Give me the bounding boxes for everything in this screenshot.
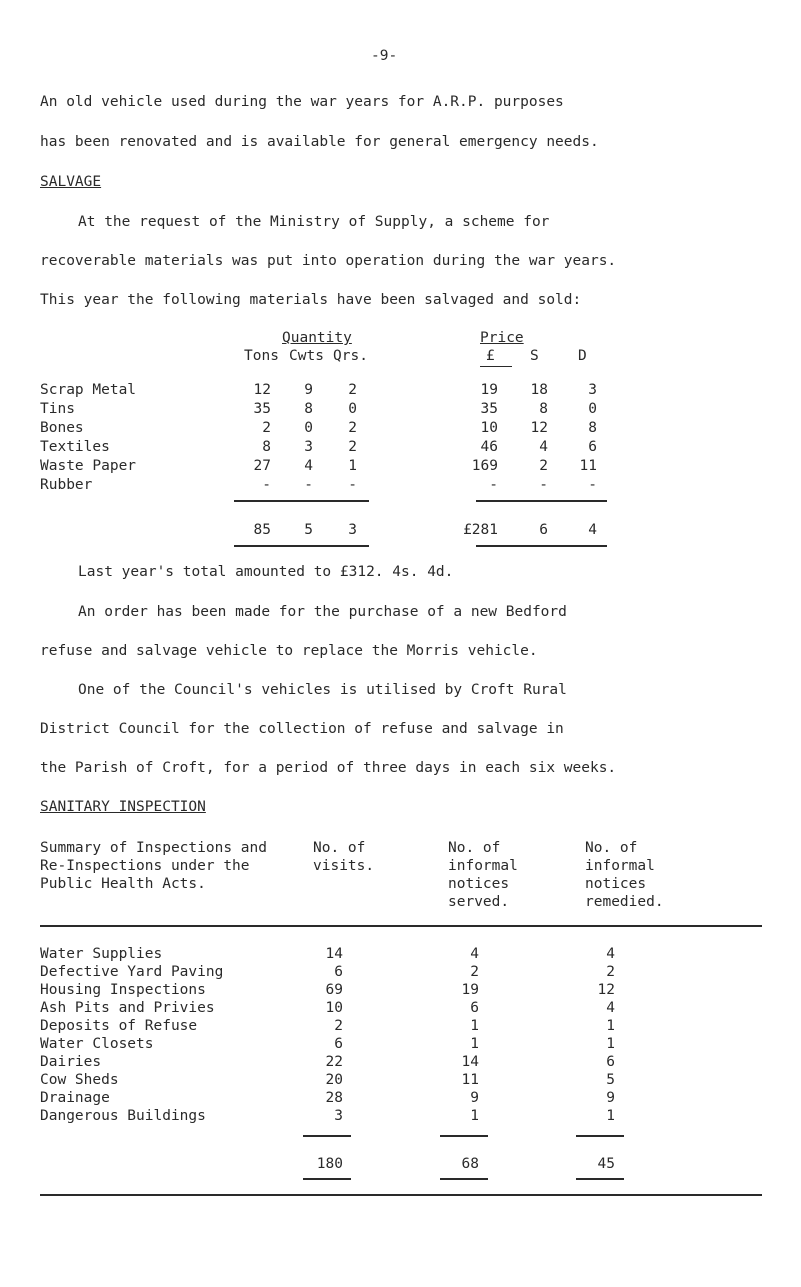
served-value: 4 [470,946,479,962]
total-pence: 4 [588,522,597,538]
total-qrs: 3 [348,522,357,538]
remedied-value: 4 [606,1000,615,1016]
total-shillings: 6 [539,522,548,538]
cwts-value: - [304,477,313,493]
item-label: Dairies [40,1054,102,1070]
served-total-rule-bottom [440,1178,488,1180]
pounds-value: - [489,477,498,493]
total-cwts: 5 [304,522,313,538]
total-tons: 85 [253,522,271,538]
remedied-total-rule-bottom [576,1178,624,1180]
order-line-4: District Council for the collection of refuse and salvage in [40,721,564,737]
unit-shillings: S [530,348,539,364]
remedied-header-1: No. of [585,840,638,856]
unit-cwts: Cwts [289,348,324,364]
summary-label-2: Re-Inspections under the [40,858,250,874]
qrs-value: 2 [348,420,357,436]
pence-value: 6 [588,439,597,455]
pence-value: - [588,477,597,493]
visits-value: 2 [334,1018,343,1034]
cwts-value: 4 [304,458,313,474]
pounds-value: 10 [480,420,498,436]
pence-value: 11 [579,458,597,474]
visits-value: 22 [325,1054,343,1070]
salvage-para-2: recoverable materials was put into operation during the war years. [40,253,617,269]
order-line-1: An order has been made for the purchase of a new Bedford [78,604,567,620]
served-value: 14 [461,1054,479,1070]
pounds-value: 46 [480,439,498,455]
item-label: Dangerous Buildings [40,1108,206,1124]
remedied-total-rule-top [576,1135,624,1137]
served-header-2: informal [448,858,518,874]
remedied-value: 1 [606,1018,615,1034]
item-label: Water Closets [40,1036,154,1052]
tons-value: 27 [253,458,271,474]
tons-value: 12 [253,382,271,398]
pounds-value: 35 [480,401,498,417]
total-visits: 180 [316,1156,343,1172]
tons-value: 2 [262,420,271,436]
visits-value: 28 [325,1090,343,1106]
served-value: 9 [470,1090,479,1106]
item-label: Water Supplies [40,946,163,962]
cwts-value: 3 [304,439,313,455]
intro-line-2: has been renovated and is available for general emergency needs. [40,134,599,150]
shillings-value: 2 [539,458,548,474]
total-served: 68 [461,1156,479,1172]
served-value: 2 [470,964,479,980]
remedied-value: 12 [597,982,615,998]
served-header-3: notices [448,876,510,892]
salvage-heading: SALVAGE [40,174,102,190]
visits-total-rule-top [303,1135,351,1137]
visits-value: 10 [325,1000,343,1016]
material-label: Textiles [40,439,110,455]
order-line-5: the Parish of Croft, for a period of three days in each six weeks. [40,760,617,776]
page-number: -9- [371,48,398,64]
tons-value: 8 [262,439,271,455]
served-value: 6 [470,1000,479,1016]
item-label: Defective Yard Paving [40,964,224,980]
served-value: 19 [461,982,479,998]
shillings-value: 12 [530,420,548,436]
shillings-value: 8 [539,401,548,417]
tons-value: 35 [253,401,271,417]
unit-pence: D [578,348,587,364]
remedied-value: 5 [606,1072,615,1088]
cwts-value: 0 [304,420,313,436]
summary-label-3: Public Health Acts. [40,876,206,892]
last-year-total: Last year's total amounted to £312. 4s. 4d. [78,564,454,580]
visits-value: 69 [325,982,343,998]
price-header: Price [480,330,524,346]
quantity-total-rule-bottom [234,545,369,547]
sanitary-bottom-rule [40,1194,762,1196]
price-total-rule-bottom [476,545,607,547]
served-value: 1 [470,1036,479,1052]
visits-total-rule-bottom [303,1178,351,1180]
remedied-value: 9 [606,1090,615,1106]
remedied-header-4: remedied. [585,894,664,910]
item-label: Deposits of Refuse [40,1018,198,1034]
cwts-value: 9 [304,382,313,398]
order-line-3: One of the Council's vehicles is utilised by Croft Rural [78,682,567,698]
pence-value: 8 [588,420,597,436]
visits-value: 14 [325,946,343,962]
pence-value: 3 [588,382,597,398]
remedied-value: 1 [606,1108,615,1124]
unit-tons: Tons [244,348,279,364]
visits-value: 6 [334,1036,343,1052]
summary-label-1: Summary of Inspections and [40,840,267,856]
salvage-para-3: This year the following materials have been salvaged and sold: [40,292,582,308]
visits-header-1: No. of [313,840,366,856]
qrs-value: 2 [348,382,357,398]
tons-value: - [262,477,271,493]
quantity-total-rule-top [234,500,369,502]
unit-pounds: £ [486,348,495,364]
item-label: Cow Sheds [40,1072,119,1088]
material-label: Rubber [40,477,93,493]
pounds-value: 19 [480,382,498,398]
shillings-value: - [539,477,548,493]
price-header-rule [480,366,512,367]
remedied-value: 6 [606,1054,615,1070]
shillings-value: 4 [539,439,548,455]
remedied-value: 4 [606,946,615,962]
remedied-header-2: informal [585,858,655,874]
visits-value: 20 [325,1072,343,1088]
order-line-2: refuse and salvage vehicle to replace the Morris vehicle. [40,643,538,659]
served-value: 1 [470,1108,479,1124]
sanitary-header-rule [40,925,762,927]
served-value: 1 [470,1018,479,1034]
pounds-value: 169 [471,458,498,474]
sanitary-heading: SANITARY INSPECTION [40,799,206,815]
intro-line-1: An old vehicle used during the war years for A.R.P. purposes [40,94,564,110]
quantity-header: Quantity [282,330,352,346]
price-total-rule-top [476,500,607,502]
material-label: Waste Paper [40,458,137,474]
remedied-header-3: notices [585,876,647,892]
visits-header-2: visits. [313,858,375,874]
total-remedied: 45 [597,1156,615,1172]
visits-value: 3 [334,1108,343,1124]
remedied-value: 2 [606,964,615,980]
served-total-rule-top [440,1135,488,1137]
shillings-value: 18 [530,382,548,398]
unit-qrs: Qrs. [333,348,368,364]
visits-value: 6 [334,964,343,980]
qrs-value: - [348,477,357,493]
material-label: Bones [40,420,84,436]
served-value: 11 [461,1072,479,1088]
remedied-value: 1 [606,1036,615,1052]
total-pounds: £281 [463,522,498,538]
qrs-value: 0 [348,401,357,417]
served-header-4: served. [448,894,510,910]
salvage-para-1: At the request of the Ministry of Supply, a scheme for [78,214,550,230]
cwts-value: 8 [304,401,313,417]
item-label: Ash Pits and Privies [40,1000,215,1016]
qrs-value: 1 [348,458,357,474]
material-label: Tins [40,401,75,417]
served-header-1: No. of [448,840,501,856]
material-label: Scrap Metal [40,382,137,398]
pence-value: 0 [588,401,597,417]
item-label: Drainage [40,1090,110,1106]
qrs-value: 2 [348,439,357,455]
item-label: Housing Inspections [40,982,206,998]
